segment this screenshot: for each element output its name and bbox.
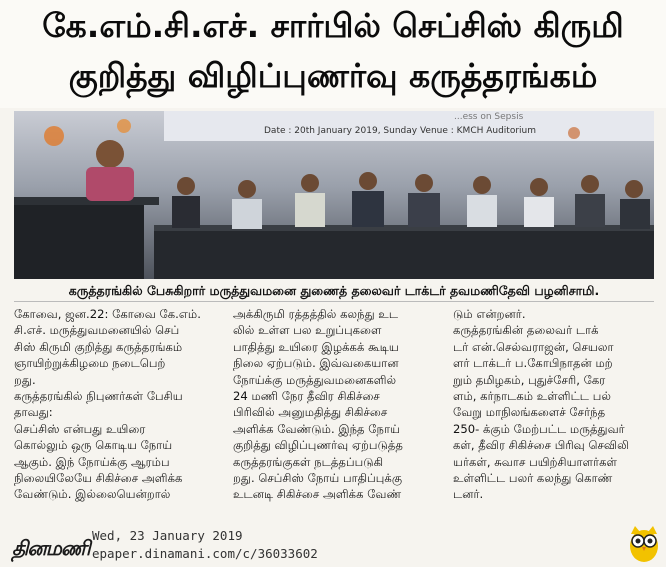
article-line: தாவது: xyxy=(14,405,53,420)
article-line: சி.எச். மருத்துவமனையில் செப் xyxy=(14,323,180,338)
article-line: ஆகும். இந் நோய்க்கு ஆரம்ப xyxy=(14,454,170,469)
article-line: நிலை ஏற்படும். இவ்வகையான xyxy=(233,356,399,371)
article-line: ஞாயிற்றுக்கிழமை நடைபெற் xyxy=(14,356,166,371)
article-line: கொல்லும் ஒரு கொடிய நோய் xyxy=(14,438,173,453)
article-line: செப்சிஸ் என்பது உயிரை xyxy=(14,421,146,436)
article-line: றது. xyxy=(14,372,36,387)
article-line: பிரிவில் அனுமதித்து சிகிச்சை xyxy=(233,405,388,420)
banner-text: Date : 20th January 2019, Sunday Venue : KMCH Auditorium xyxy=(264,126,537,136)
article-line: நிலையிலேயே சிகிச்சை அளிக்க xyxy=(14,471,183,486)
photo-caption: கருத்தரங்கில் பேசுகிறார் மருத்துவமனை துணைத் தலைவர் டாக்டர் தவமணிதேவி பழனிசாமி. xyxy=(68,283,600,298)
article-line: நோய்க்கு மருத்துவமனைகளில் xyxy=(233,372,397,387)
epaper-link[interactable]: epaper.dinamani.com/c/36033602 xyxy=(92,546,318,561)
article-line: ளர் டாக்டர் ப.கோபிநாதன் மற் xyxy=(453,356,613,371)
article-line: லில் உள்ள பல உறுப்புகளை xyxy=(233,323,382,338)
article-line: கருத்தரங்குகள் நடத்தப்படுகி xyxy=(233,454,384,469)
article-line: அக்கிருமி ரத்தத்தில் கலந்து உட xyxy=(233,307,399,321)
article-line: யர்கள், சுவாச பயிற்சியாளர்கள் xyxy=(453,454,617,469)
article-line: றும் தமிழகம், புதுச்சேரி, கேர xyxy=(453,372,606,387)
article-line: கோவை, ஜன.22: கோவை கே.எம். xyxy=(14,307,201,321)
article-line: 24 மணி நேர தீவிர சிகிச்சை xyxy=(233,389,380,404)
article-line: பாதித்து உயிரை இழக்கக் கூடிய xyxy=(233,339,399,354)
article-line: குறித்து விழிப்புணர்வு ஏற்படுத்த xyxy=(233,438,403,453)
article-column-3 xyxy=(453,306,658,503)
owl-mascot-icon xyxy=(627,524,661,564)
banner-partial-text: ...ess on Sepsis xyxy=(454,112,524,122)
article-line: உடனடி சிகிச்சை அளிக்க வேண் xyxy=(233,487,402,502)
dinamani-logo: தினமணி xyxy=(12,536,90,560)
article-column-1 xyxy=(14,306,219,503)
issue-date: Wed, 23 January 2019 xyxy=(92,528,243,543)
news-photo xyxy=(14,111,654,279)
article-line: கருத்தரங்கில் நிபுணர்கள் பேசிய xyxy=(14,389,183,404)
article-line: அளிக்க வேண்டும். இந்த நோய் xyxy=(233,421,400,436)
divider xyxy=(14,301,654,302)
article-line: டர் என்.செல்வராஜன், செயலா xyxy=(453,339,614,354)
headline xyxy=(0,0,666,108)
article-line: வேறு மாநிலங்களைச் சேர்ந்த xyxy=(453,405,606,420)
article-line: ளம், கர்நாடகம் உள்ளிட்ட பல் xyxy=(453,389,611,404)
headline-line-2: குறித்து விழிப்புணர்வு கருத்தரங்கம் xyxy=(68,56,598,95)
headline-line-1: கே.எம்.சி.எச். சார்பில் செப்சிஸ் கிருமி xyxy=(42,6,624,45)
article-line: கருத்தரங்கின் தலைவர் டாக் xyxy=(453,323,599,338)
article-line: உள்ளிட்ட பலர் கலந்து கொண் xyxy=(453,471,613,486)
article-line: சிஸ் கிருமி குறித்து கருத்தரங்கம் xyxy=(14,339,183,354)
article-line: றது. செப்சிஸ் நோய் பாதிப்புக்கு xyxy=(233,471,403,486)
article-column-2 xyxy=(233,306,438,503)
article-line: வேண்டும். இல்லையென்றால் xyxy=(14,487,171,502)
article-line: 250- க்கும் மேற்பட்ட மருத்துவர் xyxy=(453,421,625,436)
article-line: டனர். xyxy=(453,487,484,502)
article-line: டும் என்றனர். xyxy=(453,307,526,321)
article-line: கள், தீவிர சிகிச்சை பிரிவு செவிலி xyxy=(453,438,629,453)
